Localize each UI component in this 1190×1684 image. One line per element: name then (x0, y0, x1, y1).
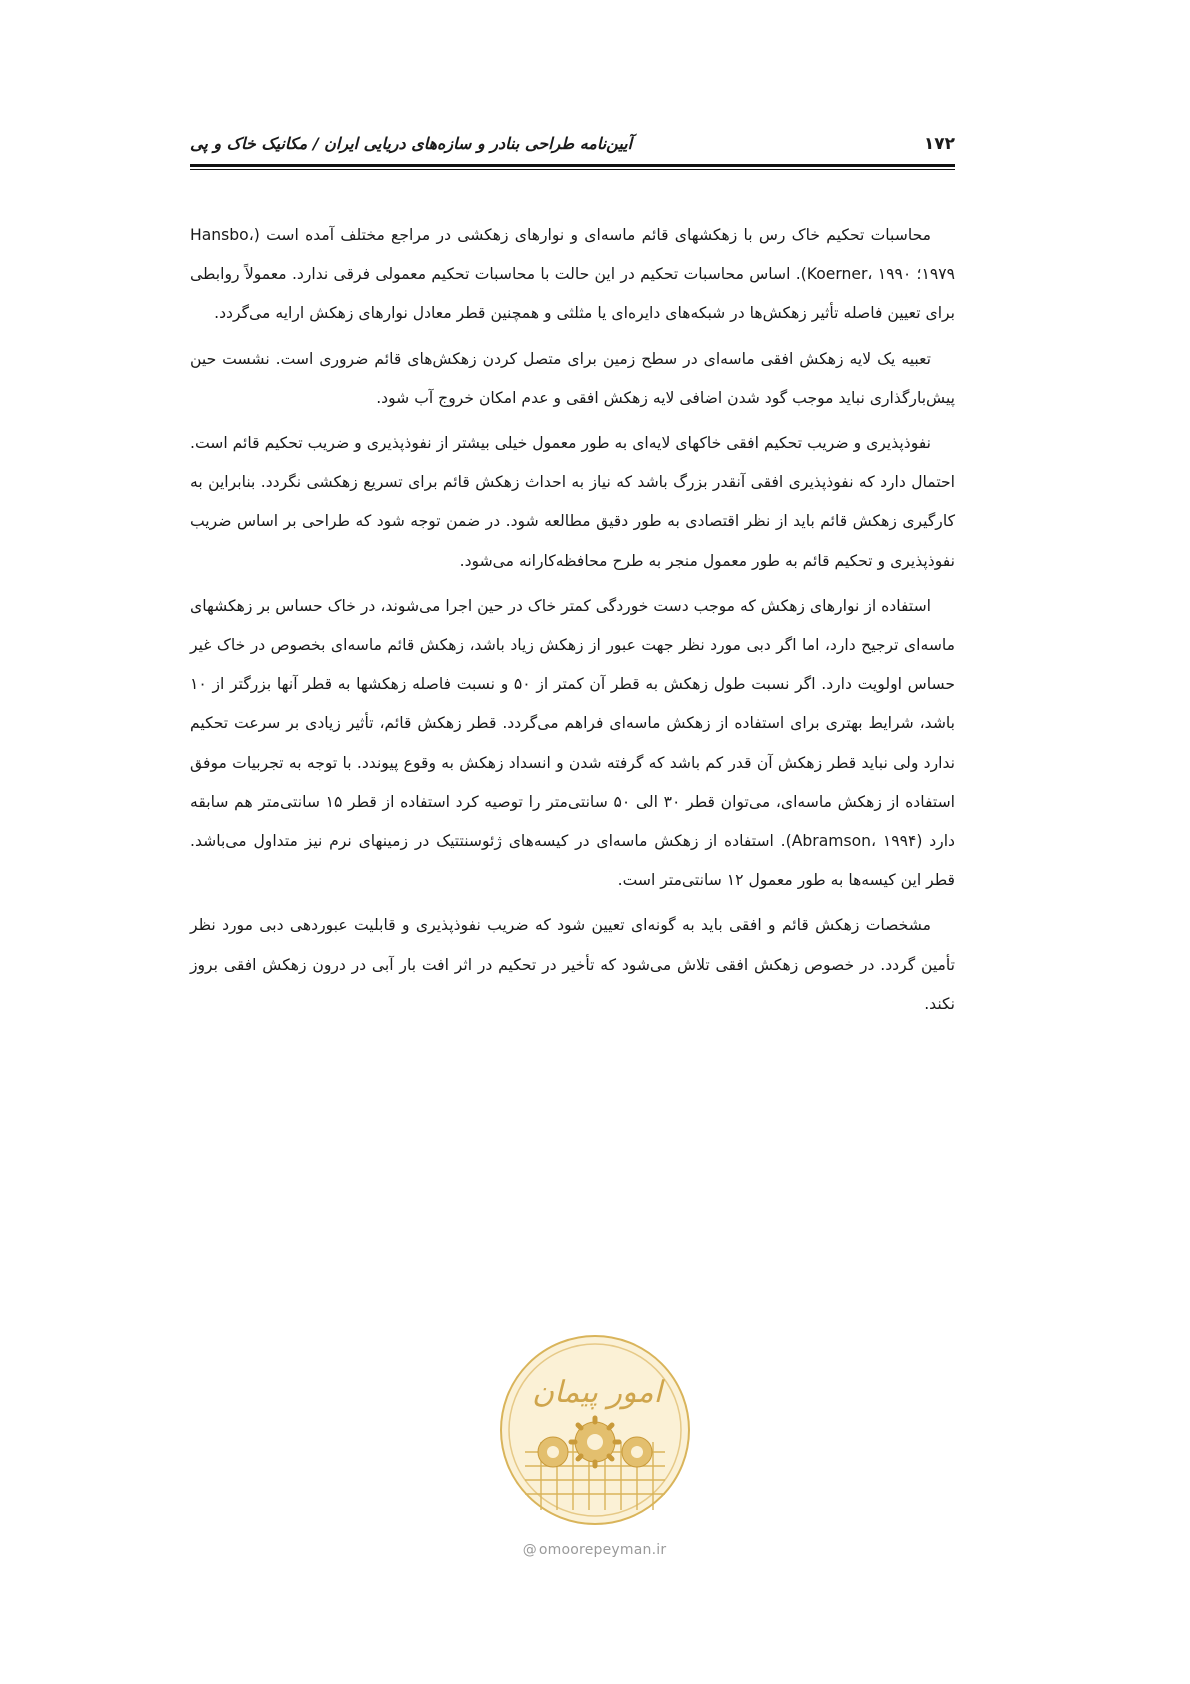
paragraph-1: محاسبات تحکیم خاک رس با زهکشهای قائم ماسه‌ای و نوارهای زهکشی در مراجع مختلف آمده است (Hansbo، ۱۹۷۹؛ Koerner، ۱۹۹۰). اساس محاسبات تحکیم در این حالت با محاسبات تحکیم معمولی فرقی ندارد. معمولاً روابطی برای تعیین فاصله تأثیر زهکش‌ها در شبکه‌های دایره‌ای یا مثلثی و همچنین قطر معادل نوارهای زهکش ارایه می‌گردد. (190, 226, 955, 323)
paragraph-4: استفاده از نوارهای زهکش که موجب دست خوردگی کمتر خاک در حین اجرا می‌شوند، در خاک حساس بر زهکشهای ماسه‌ای ترجیح دارد، اما اگر دبی مورد نظر جهت عبور از زهکش زیاد باشد، زهکش قائم ماسه‌ای بخصوص در خاک غیر حساس اولویت دارد. اگر نسبت طول زهکش به قطر آن کمتر از ۵۰ و نسبت فاصله زهکشها به قطر آنها بزرگتر از ۱۰ باشد، شرایط بهتری برای استفاده از زهکش ماسه‌ای فراهم می‌گردد. قطر زهکش قائم، تأثیر زیادی بر سرعت تحکیم ندارد ولی نباید قطر زهکش آن قدر کم باشد که گرفته شدن و انسداد زهکش به وقوع پیوندد. با توجه به تجربیات موفق استفاده از زهکش ماسه‌ای، می‌توان قطر ۳۰ الی ۵۰ سانتی‌متر را توصیه کرد استفاده از قطر ۱۵ سانتی‌متر هم سابقه دارد (Abramson، ۱۹۹۴). استفاده از زهکش ماسه‌ای در کیسه‌های ژئوسنتتیک در زمینهای نرم نیز متداول می‌باشد. قطر این کیسه‌ها به طور معمول ۱۲ سانتی‌متر است. (190, 596, 955, 890)
page-header (190, 128, 955, 168)
paragraph-3: نفوذپذیری و ضریب تحکیم افقی خاکهای لایه‌ای به طور معمول خیلی بیشتر از نفوذپذیری و ضریب تحکیم قائم است. احتمال دارد که نفوذپذیری افقی آنقدر بزرگ باشد که نیاز به احداث زهکش قائم برای تسریع زهکشی نگردد. بنابراین به کارگیری زهکش قائم باید از نظر اقتصادی به طور دقیق مطالعه شود. در ضمن توجه شود که طراحی بر اساس ضریب نفوذپذیری و تحکیم قائم به طور معمول منجر به طرح محافظه‌کارانه می‌شود. (190, 434, 955, 570)
paragraph-5: مشخصات زهکش قائم و افقی باید به گونه‌ای تعیین شود که ضریب نفوذپذیری و قابلیت عبوردهی دبی مورد نظر تأمین گردد. در خصوص زهکش افقی تلاش می‌شود که تأخیر در تحکیم در اثر افت بار آبی در درون زهکش افقی بروز نکند. (190, 916, 955, 1013)
header-rule-thin (190, 169, 955, 170)
page-number: ۱۷۲ (923, 134, 955, 154)
at-icon: @ (522, 1542, 537, 1558)
footer-site-url (492, 1542, 697, 1558)
site-address: omoorepeyman.ir (538, 1542, 667, 1558)
running-title: آیین‌نامه طراحی بنادر و سازه‌های دریایی ایران / مکانیک خاک و پی (190, 134, 633, 153)
paragraph-2: تعبیه یک لایه زهکش افقی ماسه‌ای در سطح زمین برای متصل کردن زهکش‌های قائم ضروری است. نشست حین پیش‌بارگذاری نباید موجب گود شدن اضافی لایه زهکش افقی و عدم امکان خروج آب شود. (190, 349, 955, 407)
seal-text: امور پیمان (532, 1375, 662, 1410)
watermark-seal-logo (495, 1330, 695, 1530)
seal-graphic (495, 1330, 695, 1530)
body-text (190, 216, 955, 1030)
header-rule-thick (190, 164, 955, 167)
